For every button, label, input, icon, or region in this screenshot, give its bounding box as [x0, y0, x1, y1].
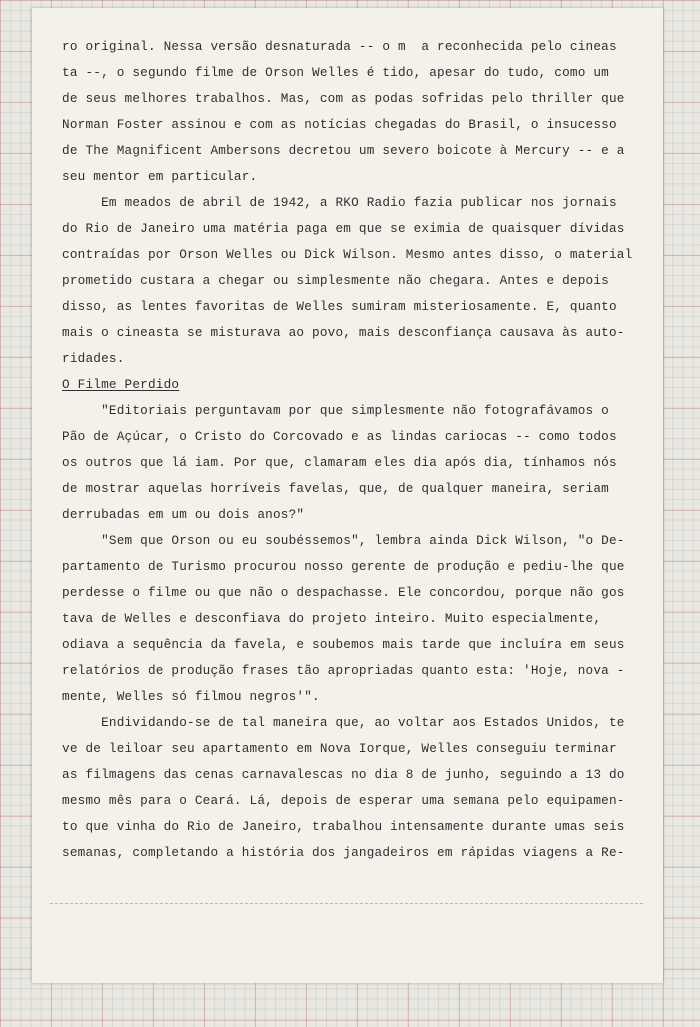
section-heading: O Filme Perdido	[62, 377, 180, 392]
text-line: Em meados de abril de 1942, a RKO Radio fazia publicar nos jornais	[62, 195, 617, 210]
text-line: partamento de Turismo procurou nosso gerente de produção e pediu-lhe que	[62, 559, 625, 574]
typed-text-body	[62, 34, 634, 866]
text-line: Norman Foster assinou e com as notícias chegadas do Brasil, o insucesso	[62, 117, 617, 132]
text-line: as filmagens das cenas carnavalescas no dia 8 de junho, seguindo a 13 do	[62, 767, 625, 782]
text-line: prometido custara a chegar ou simplesmente não chegara. Antes e depois	[62, 273, 609, 288]
text-line: perdesse o filme ou que não o despachasse. Ele concordou, porque não gos	[62, 585, 625, 600]
text-line: de mostrar aquelas horríveis favelas, que, de qualquer maneira, seriam	[62, 481, 609, 496]
text-line: de The Magnificent Ambersons decretou um severo boicote à Mercury -- e a	[62, 143, 625, 158]
paper-sheet	[32, 8, 663, 983]
text-line: relatórios de produção frases tão apropriadas quanto esta: 'Hoje, nova -	[62, 663, 625, 678]
text-line: ridades.	[62, 351, 125, 366]
text-line: Pão de Açúcar, o Cristo do Corcovado e as lindas cariocas -- como todos	[62, 429, 617, 444]
text-line: "Editoriais perguntavam por que simplesmente não fotografávamos o	[62, 403, 609, 418]
text-line: contraídas por Orson Welles ou Dick Wilson. Mesmo antes disso, o material	[62, 247, 633, 262]
text-line: ro original. Nessa versão desnaturada -- o m a reconhecida pelo cineas	[62, 39, 617, 54]
text-line: disso, as lentes favoritas de Welles sumiram misteriosamente. E, quanto	[62, 299, 617, 314]
text-line: mais o cineasta se misturava ao povo, mais desconfiança causava às auto-	[62, 325, 625, 340]
text-line: "Sem que Orson ou eu soubéssemos", lembra ainda Dick Wilson, "o De-	[62, 533, 625, 548]
text-line: mente, Welles só filmou negros'".	[62, 689, 320, 704]
text-line: ta --, o segundo filme de Orson Welles é tido, apesar do tudo, como um	[62, 65, 609, 80]
text-line: ve de leiloar seu apartamento em Nova Iorque, Welles conseguiu terminar	[62, 741, 617, 756]
text-line: to que vinha do Rio de Janeiro, trabalhou intensamente durante umas seis	[62, 819, 625, 834]
text-line: derrubadas em um ou dois anos?"	[62, 507, 305, 522]
bottom-margin-rule	[50, 903, 645, 904]
text-line: odiava a sequência da favela, e soubemos mais tarde que incluíra em seus	[62, 637, 625, 652]
text-line: semanas, completando a história dos jangadeiros em rápidas viagens a Re-	[62, 845, 625, 860]
text-line: tava de Welles e desconfiava do projeto inteiro. Muito especialmente,	[62, 611, 602, 626]
text-line: os outros que lá iam. Por que, clamaram eles dia após dia, tínhamos nós	[62, 455, 617, 470]
text-line: mesmo mês para o Ceará. Lá, depois de esperar uma semana pelo equipamen-	[62, 793, 625, 808]
text-line: Endividando-se de tal maneira que, ao voltar aos Estados Unidos, te	[62, 715, 625, 730]
text-line: do Rio de Janeiro uma matéria paga em que se eximia de quaisquer dívidas	[62, 221, 625, 236]
text-line: seu mentor em particular.	[62, 169, 258, 184]
text-line: de seus melhores trabalhos. Mas, com as podas sofridas pelo thriller que	[62, 91, 625, 106]
